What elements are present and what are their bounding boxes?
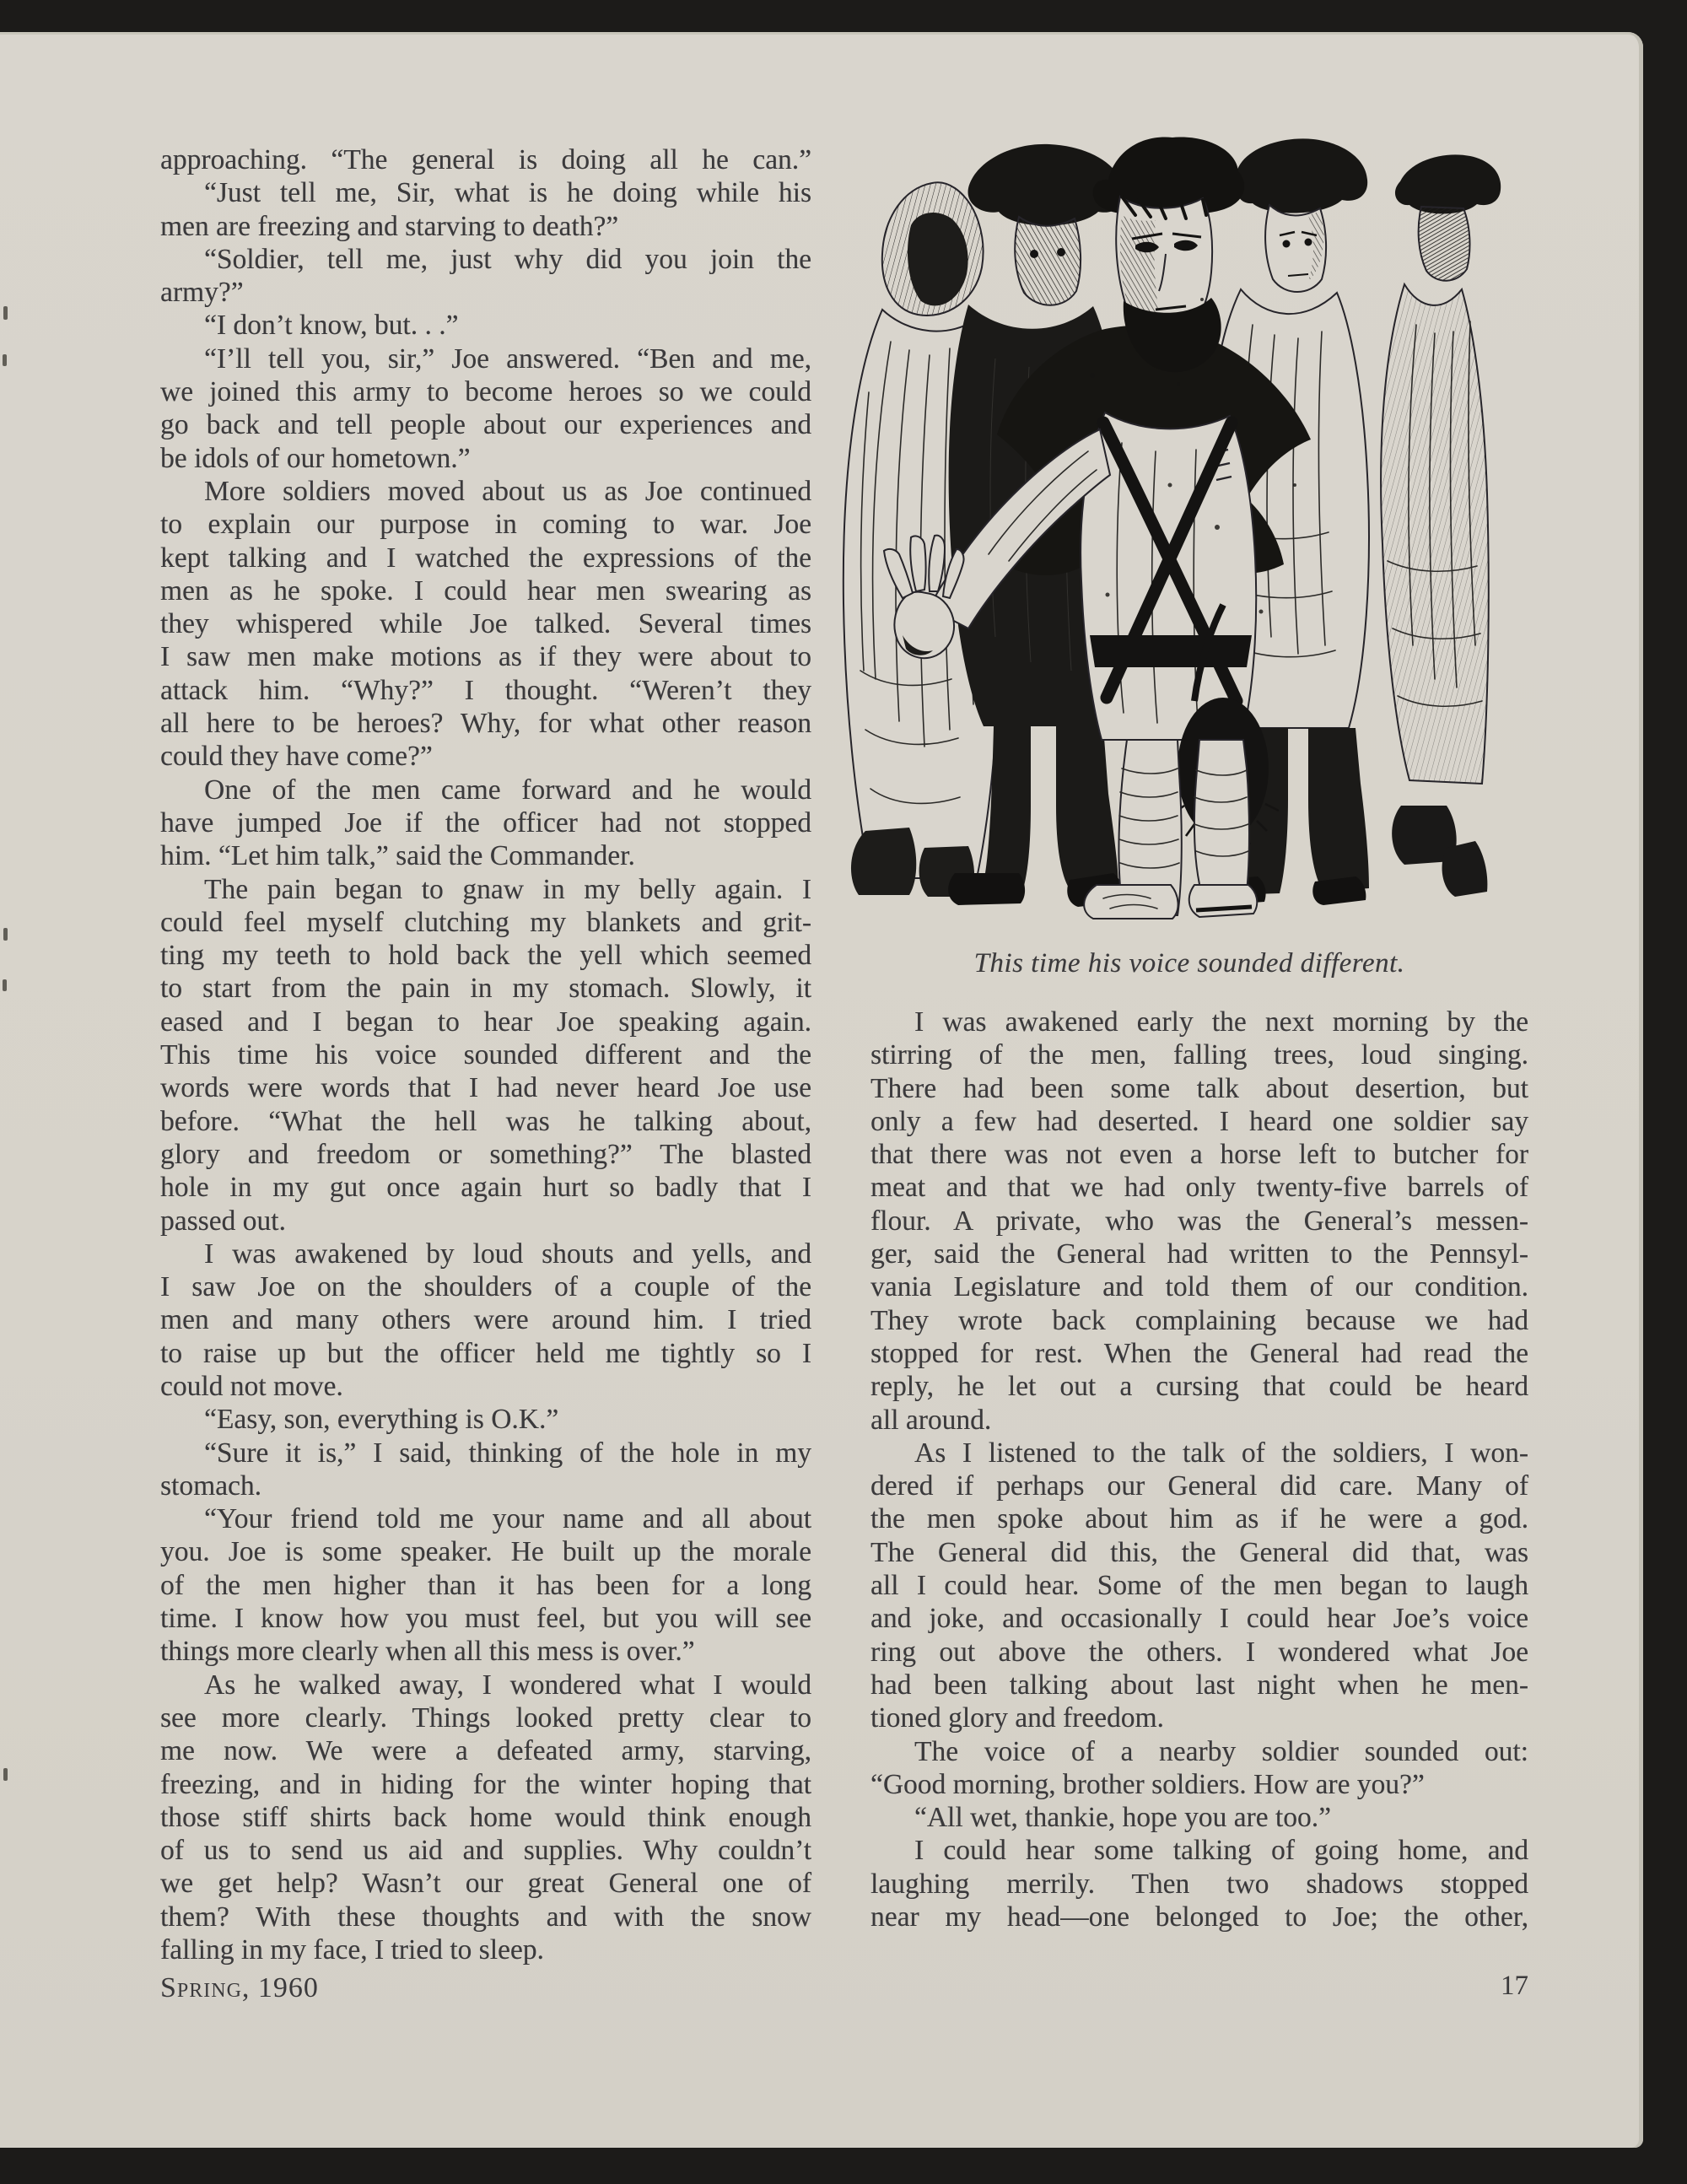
text-line: those stiff shirts back home would think enough <box>160 1801 811 1833</box>
wrapped-soldier-figure <box>1381 154 1501 897</box>
text-line: stirring of the men, falling trees, loud singing. <box>870 1039 1528 1071</box>
text-line: falling in my face, I tried to sleep. <box>160 1934 544 1966</box>
text-line: “Good morning, brother soldiers. How are you?” <box>870 1768 1425 1800</box>
text-line: This time his voice sounded different and the <box>160 1039 811 1071</box>
text-line: the men spoke about him as if he were a god. <box>870 1503 1528 1535</box>
text-line: could not move. <box>160 1370 343 1402</box>
text-line: of the men higher than it has been for a long <box>160 1569 811 1601</box>
publication-line: Spring, 1960 <box>160 1972 319 2003</box>
text-line: words were words that I had never heard Joe use <box>160 1072 811 1104</box>
text-line: them? With these thoughts and with the snow <box>160 1901 811 1933</box>
text-line: “Just tell me, Sir, what is he doing while his <box>204 177 811 209</box>
text-line: “Sure it is,” I said, thinking of the hole in my <box>204 1437 811 1469</box>
text-line: army?” <box>160 277 244 309</box>
text-line: The voice of a nearby soldier sounded out: <box>914 1735 1528 1767</box>
text-line: kept talking and I watched the expressions of the <box>160 542 811 574</box>
text-line: passed out. <box>160 1205 286 1237</box>
text-line: They wrote back complaining because we had <box>870 1304 1528 1336</box>
text-line: “All wet, thankie, hope you are too.” <box>914 1802 1331 1834</box>
binding-mark <box>3 979 7 991</box>
text-line: had been talking about last night when he men- <box>870 1669 1528 1701</box>
text-line: freezing, and in hiding for the winter hoping that <box>160 1768 811 1800</box>
text-line: to raise up but the officer held me tightly so I <box>160 1337 811 1369</box>
text-line: ring out above the others. I wondered what Joe <box>870 1636 1528 1668</box>
text-line: I was awakened by loud shouts and yells, and <box>204 1238 811 1270</box>
text-line: men are freezing and starving to death?” <box>160 210 619 242</box>
text-line: meat and that we had only twenty-five barrels of <box>870 1172 1528 1204</box>
text-line: you. Joe is some speaker. He built up the morale <box>160 1536 811 1568</box>
text-line: “I’ll tell you, sir,” Joe answered. “Ben and me, <box>204 342 811 375</box>
text-line: “Soldier, tell me, just why did you join the <box>204 243 811 275</box>
text-line: hole in my gut once again hurt so badly that I <box>160 1172 811 1204</box>
binding-mark <box>3 1768 8 1781</box>
text-line: I was awakened early the next morning by the <box>914 1006 1528 1038</box>
text-line: As I listened to the talk of the soldiers, I won- <box>914 1437 1528 1469</box>
text-line: flour. A private, who was the General’s messen- <box>870 1205 1528 1237</box>
text-line: could they have come?” <box>160 741 433 773</box>
binding-mark <box>3 306 8 320</box>
text-line: they whispered while Joe talked. Several times <box>160 608 811 640</box>
text-line: have jumped Joe if the officer had not stopped <box>160 806 811 839</box>
text-line: all I could hear. Some of the men began to laugh <box>870 1570 1528 1602</box>
text-line: all around. <box>870 1404 992 1436</box>
text-line: be idols of our hometown.” <box>160 442 471 474</box>
text-line: vania Legislature and told them of our condition. <box>870 1271 1528 1303</box>
text-line: One of the men came forward and he would <box>204 774 811 806</box>
text-line: The pain began to gnaw in my belly again. I <box>204 873 811 905</box>
text-line: “I don’t know, but. . .” <box>204 310 459 342</box>
text-line: There had been some talk about desertion, but <box>870 1072 1528 1104</box>
text-line: reply, he let out a cursing that could be heard <box>870 1371 1528 1403</box>
text-line: ting my teeth to hold back the yell which seemed <box>160 940 811 972</box>
text-line: to explain our purpose in coming to war. Joe <box>160 509 811 541</box>
text-line: I could hear some talking of going home, and <box>914 1835 1528 1867</box>
text-line: we get help? Wasn’t our great General one of <box>160 1868 811 1900</box>
text-line: “Easy, son, everything is O.K.” <box>204 1404 559 1436</box>
text-line: him. “Let him talk,” said the Commander. <box>160 840 635 872</box>
text-line: “Your friend told me your name and all about <box>204 1503 811 1535</box>
text-line: tioned glory and freedom. <box>870 1702 1164 1734</box>
text-line: attack him. “Why?” I thought. “Weren’t they <box>160 674 811 706</box>
text-line: things more clearly when all this mess is over.” <box>160 1636 695 1668</box>
text-line: time. I know how you must feel, but you will see <box>160 1603 811 1635</box>
text-line: near my head—one belonged to Joe; the other, <box>870 1901 1528 1933</box>
binding-mark <box>3 354 7 366</box>
text-line: all here to be heroes? Why, for what other reason <box>160 708 811 740</box>
text-line: As he walked away, I wondered what I would <box>204 1669 811 1701</box>
text-line: me now. We were a defeated army, starving, <box>160 1735 811 1767</box>
text-line: eased and I began to hear Joe speaking again. <box>160 1006 811 1038</box>
text-line: men and many others were around him. I tried <box>160 1304 811 1336</box>
right-column <box>870 1006 1528 1933</box>
text-line: The General did this, the General did that, was <box>870 1536 1528 1568</box>
page-number: 17 <box>1501 1971 1528 2001</box>
binding-mark <box>3 928 8 941</box>
text-line: glory and freedom or something?” The blasted <box>160 1138 811 1170</box>
text-line: could feel myself clutching my blankets and grit- <box>160 906 811 938</box>
soldiers-illustration <box>839 89 1535 919</box>
text-line: we joined this army to become heroes so we could <box>160 376 811 408</box>
text-line: stomach. <box>160 1469 262 1502</box>
text-line: and joke, and occasionally I could hear Joe’s voice <box>870 1603 1528 1635</box>
text-line: laughing merrily. Then two shadows stopped <box>870 1868 1528 1900</box>
text-line: of us to send us aid and supplies. Why couldn’t <box>160 1835 811 1867</box>
left-column <box>160 143 811 1966</box>
text-line: ger, said the General had written to the Pennsyl- <box>870 1238 1528 1270</box>
text-line: before. “What the hell was he talking about, <box>160 1105 811 1137</box>
text-line: only a few had deserted. I heard one soldier say <box>870 1105 1528 1137</box>
text-line: I saw men make motions as if they were about to <box>160 641 811 673</box>
text-line: dered if perhaps our General did care. Many of <box>870 1470 1528 1502</box>
text-line: that there was not even a horse left to butcher for <box>870 1139 1528 1171</box>
text-line: I saw Joe on the shoulders of a couple of the <box>160 1271 811 1303</box>
text-line: More soldiers moved about us as Joe continued <box>204 475 811 507</box>
illustration-caption: This time his voice sounded different. <box>973 948 1405 979</box>
text-line: see more clearly. Things looked pretty clear to <box>160 1701 811 1734</box>
text-line: to start from the pain in my stomach. Slowly, it <box>160 973 811 1005</box>
text-line: men as he spoke. I could hear men swearing as <box>160 574 811 607</box>
pen-ink-drawing-icon <box>839 89 1535 919</box>
text-line: stopped for rest. When the General had read the <box>870 1337 1528 1369</box>
text-line: go back and tell people about our experiences and <box>160 409 811 441</box>
text-line: approaching. “The general is doing all he can.” <box>160 144 811 175</box>
